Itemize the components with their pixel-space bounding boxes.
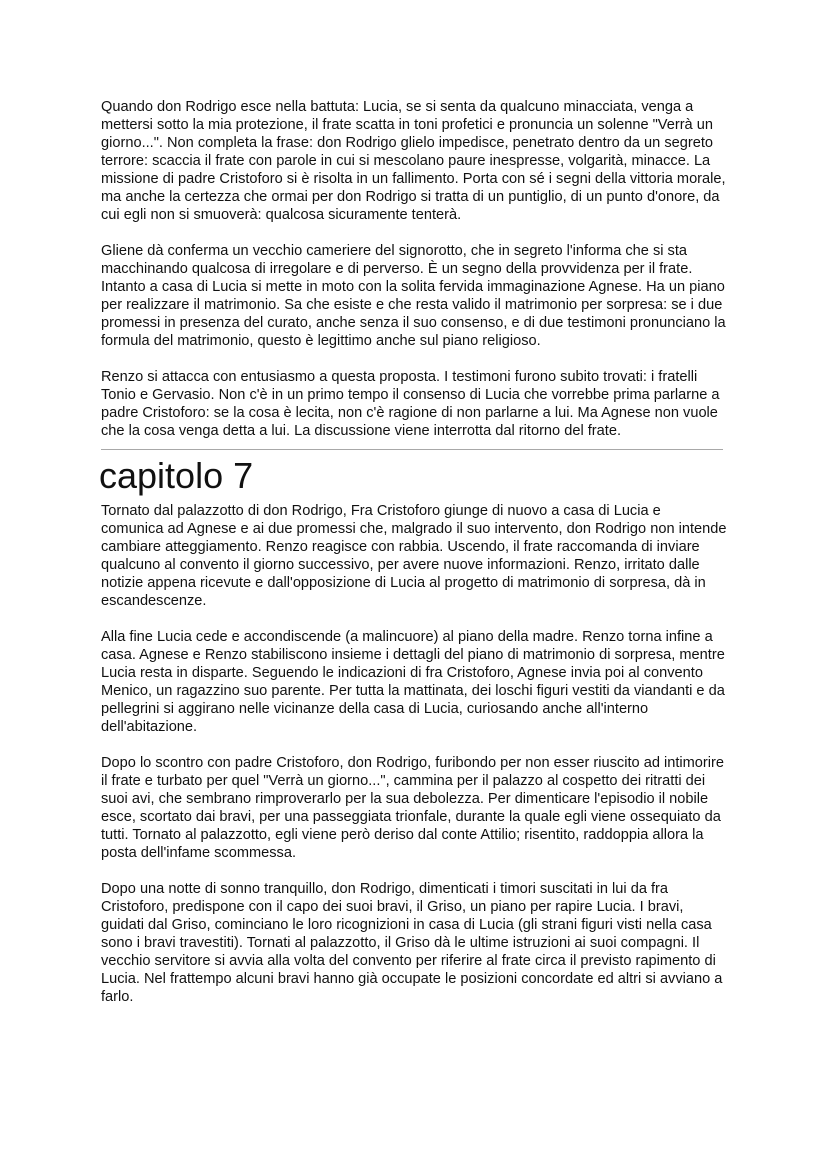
paragraph: Alla fine Lucia cede e accondiscende (a malincuore) al piano della madre. Renzo torna infine a casa. Agnese e Renzo stabiliscono insieme i dettagli del piano di matrimonio di sorpresa, mentre Lucia resta in disparte. Seguendo le indicazioni di fra Cristoforo, Agnese invia poi al convento Menico, un ragazzino suo parente. Per tutta la mattinata, dei loschi figuri vestiti da viandanti e da pellegrini si aggirano nelle vicinanze della casa di Lucia, curiosando anche all'interno dell'abitazione. xyxy=(101,629,725,735)
paragraph: Dopo lo scontro con padre Cristoforo, don Rodrigo, furibondo per non esser riuscito ad intimorire il frate e turbato per quel "Verrà un giorno...", cammina per il palazzo al cospetto dei ritratti dei suoi avi, che sembrano rimproverarlo per la sua debolezza. Per dimenticare l'episodio il nobile esce, scortato dai bravi, per una passeggiata trionfale, durante la quale egli viene ossequiato da tutti. Tornato al palazzotto, egli viene però deriso dal conte Attilio; risentito, raddoppia allora la posta dell'infame scommessa. xyxy=(101,755,724,861)
chapter-heading: capitolo 7 xyxy=(99,455,254,496)
paragraph: Quando don Rodrigo esce nella battuta: Lucia, se si senta da qualcuno minacciata, venga a mettersi sotto la mia protezione, il frate scatta in toni profetici e pronuncia un solenne "Verrà un giorno...". Non completa la frase: don Rodrigo glielo impedisce, penetrato dentro da un segreto terrore: scaccia il frate con parole in cui si mescolano paure inespresse, volgarità, minacce. La missione di padre Cristoforo si è risolta in un fallimento. Porta con sé i segni della vittoria morale, ma anche la certezza che ormai per don Rodrigo si tratta di un puntiglio, di un punto d'onore, da cui egli non si smuoverà: qualcosa sicuramente tenterà. xyxy=(101,99,726,223)
section-divider xyxy=(101,449,723,450)
paragraph: Tornato dal palazzotto di don Rodrigo, Fra Cristoforo giunge di nuovo a casa di Lucia e comunica ad Agnese e ai due promessi che, malgrado il suo intervento, don Rodrigo non intende cambiare atteggiamento. Renzo reagisce con rabbia. Uscendo, il frate raccomanda di inviare qualcuno al convento il giorno successivo, per avere nuove informazioni. Renzo, irritato dalle notizie appena ricevute e dall'opposizione di Lucia al progetto di matrimonio di sorpresa, dà in escandescenze. xyxy=(101,503,727,609)
paragraph: Dopo una notte di sonno tranquillo, don Rodrigo, dimenticati i timori suscitati in lui da fra Cristoforo, predispone con il capo dei suoi bravi, il Griso, un piano per rapire Lucia. I bravi, guidati dal Griso, cominciano le loro ricognizioni in casa di Lucia (gli strani figuri visti nella casa sono i bravi travestiti). Tornati al palazzotto, il Griso dà le ultime istruzioni ai suoi compagni. Il vecchio servitore si avvia alla volta del convento per riferire al frate circa il previsto rapimento di Lucia. Nel frattempo alcuni bravi hanno già occupate le posizioni concordate ed altri si avviano a farlo. xyxy=(101,881,723,1005)
paragraph: Gliene dà conferma un vecchio cameriere del signorotto, che in segreto l'informa che si sta macchinando qualcosa di irregolare e di perverso. È un segno della provvidenza per il frate. Intanto a casa di Lucia si mette in moto con la solita fervida immaginazione Agnese. Ha un piano per realizzare il matrimonio. Sa che esiste e che resta valido il matrimonio per sorpresa: se i due promessi in presenza del curato, anche senza il suo consenso, e di due testimoni pronunciano la formula del matrimonio, questo è legittimo anche sul piano religioso. xyxy=(101,243,726,349)
paragraph: Renzo si attacca con entusiasmo a questa proposta. I testimoni furono subito trovati: i fratelli Tonio e Gervasio. Non c'è in un primo tempo il consenso di Lucia che vorrebbe prima parlarne a padre Cristoforo: se la cosa è lecita, non c'è ragione di non parlarne a lui. Ma Agnese non vuole che la cosa venga detta a lui. La discussione viene interrotta dal ritorno del frate. xyxy=(101,369,720,439)
document-page xyxy=(101,98,727,1024)
